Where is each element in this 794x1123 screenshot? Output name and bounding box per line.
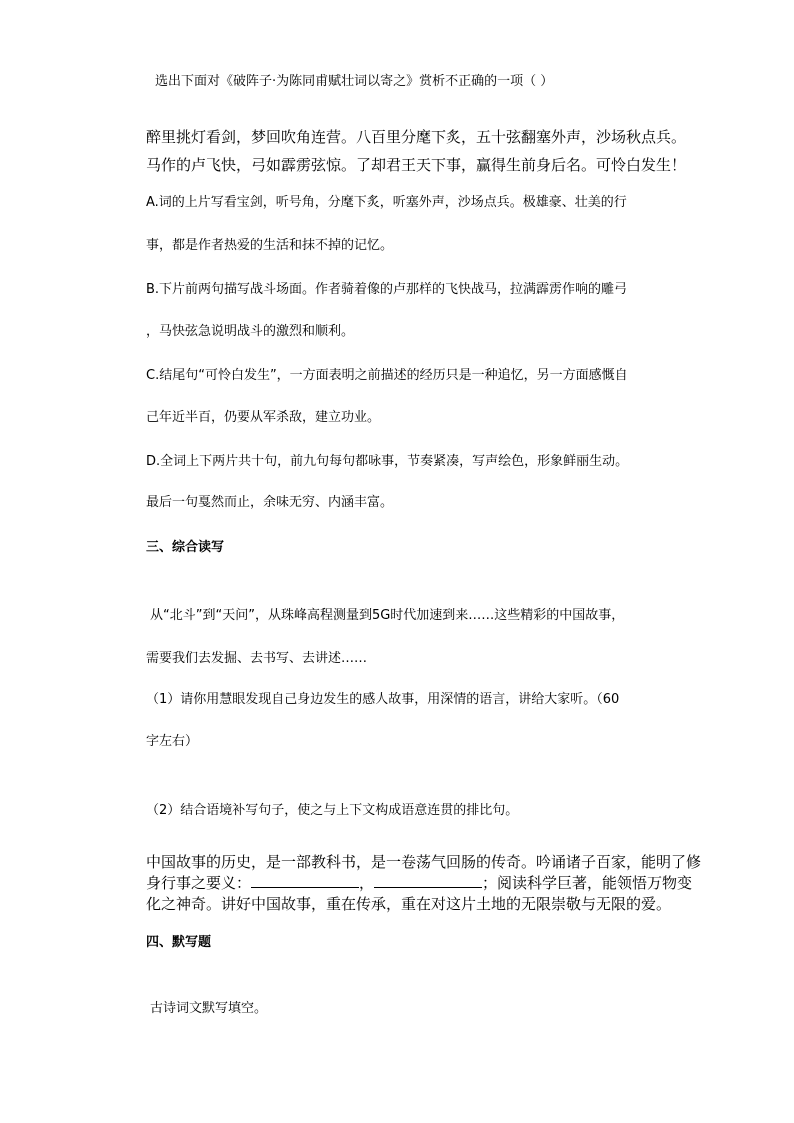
section-3-intro-line-1: 从“北斗”到“天问”，从珠峰高程测量到5G时代加速到来……这些精彩的中国故事， — [150, 608, 625, 623]
option-a-line-2: 事，都是作者热爱的生活和抹不掉的记忆。 — [146, 238, 394, 253]
section-3-heading: 三、综合读写 — [146, 540, 225, 555]
question-1-line-1: （1）请你用慧眼发现自己身边发生的感人故事，用深情的语言，讲给大家听。（60 — [146, 692, 620, 707]
option-c-line-1: C.结尾句“可怜白发生”，一方面表明之前描述的经历只是一种追忆，另一方面感慨自 — [146, 368, 628, 383]
option-d-line-1: D.全词上下两片共十句，前九句每句都咏事，节奏紧凑，写声绘色，形象鲜丽生动。 — [146, 454, 629, 469]
section-4-heading: 四、默写题 — [146, 935, 212, 950]
option-b-line-2: ，马快弦急说明战斗的激烈和顺利。 — [146, 324, 355, 339]
option-a-line-1: A.词的上片写看宝剑，听号角，分麾下炙，听塞外声，沙场点兵。极雄豪、壮美的行 — [146, 195, 627, 210]
question-2: （2）结合语境补写句子，使之与上下文构成语意连贯的排比句。 — [146, 803, 519, 818]
option-b-line-1: B.下片前两句描写战斗场面。作者骑着像的卢那样的飞快战马，拉满霹雳作响的雕弓 — [146, 282, 628, 297]
paragraph-line-2 — [146, 873, 692, 893]
poem-line-1: 醉里挑灯看剑，梦回吹角连营。八百里分麾下炙，五十弦翻塞外声，沙场秋点兵。 — [146, 128, 687, 146]
question-1-line-2: 字左右） — [146, 734, 199, 749]
poem-line-2: 马作的卢飞快，弓如霹雳弦惊。了却君王天下事，赢得生前身后名。可怜白发生！ — [146, 156, 687, 174]
answer-blank-1[interactable] — [251, 873, 359, 888]
option-d-line-2: 最后一句戛然而止，余味无穷、内涵丰富。 — [146, 495, 394, 510]
section-3-intro-line-2: 需要我们去发掘、去书写、去讲述…… — [146, 651, 368, 666]
question-prompt: 选出下面对《破阵子·为陈同甫赋壮词以寄之》赏析不正确的一项（ ） — [155, 74, 554, 89]
paragraph-line-3: 化之神奇。讲好中国故事，重在传承，重在对这片土地的无限崇敬与无限的爱。 — [146, 895, 672, 913]
paragraph-line-2-end: ；阅读科学巨著，能领悟万物变 — [482, 874, 693, 892]
paragraph-line-2-start: 身行事之要义： — [146, 874, 252, 892]
paragraph-line-1: 中国故事的历史，是一部教科书，是一卷荡气回肠的传奇。吟诵诸子百家，能明了修 — [146, 853, 702, 871]
option-c-line-2: 己年近半百，仍要从军杀敌，建立功业。 — [146, 410, 381, 425]
paragraph-line-2-separator: ， — [359, 874, 375, 892]
answer-blank-2[interactable] — [374, 873, 482, 888]
section-4-instruction: 古诗词文默写填空。 — [150, 1001, 268, 1016]
